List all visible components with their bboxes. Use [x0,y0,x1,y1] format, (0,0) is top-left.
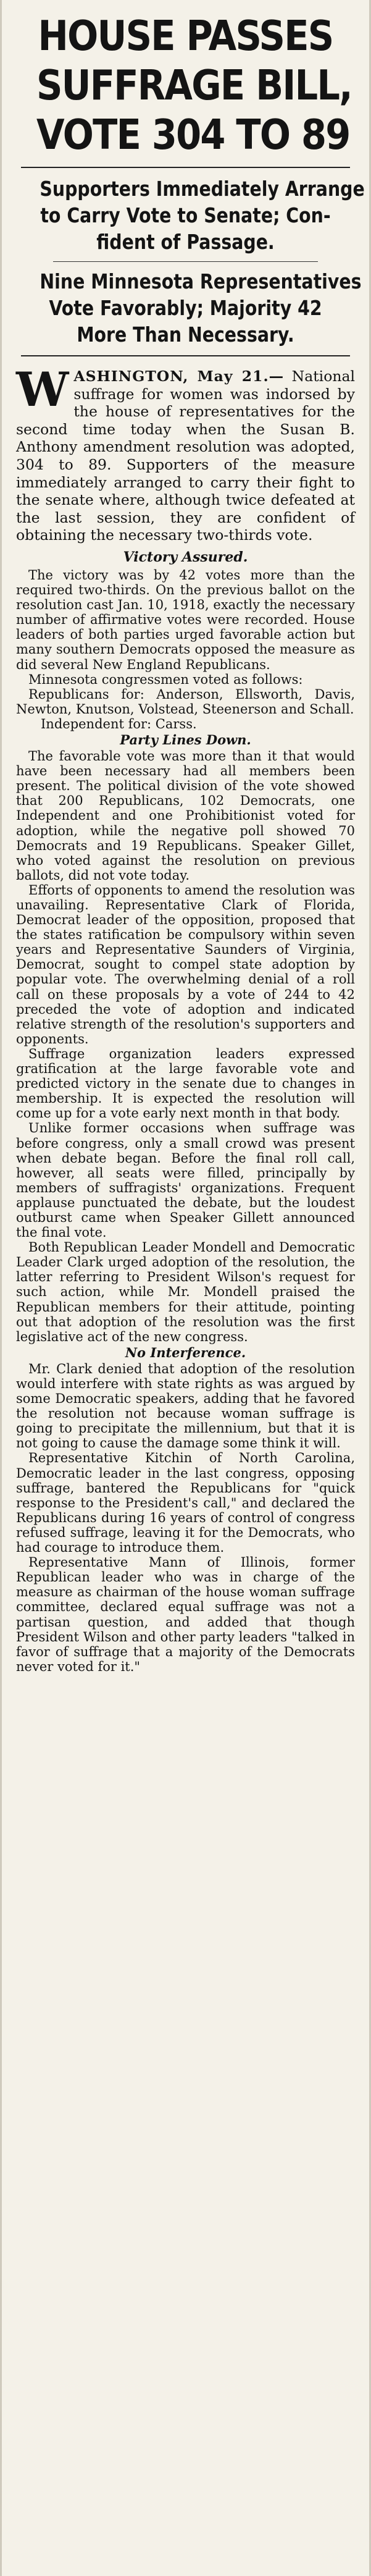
headline-line: SUFFRAGE BILL, [36,61,352,109]
paragraph: The favorable vote was more than it that would have been necessary had all members been present. The political division of the vote showed that 200 Republicans, 102 Democrats, one Independent and one Prohibitionist voted for adoption, while the negative poll showed 70 Democrats and 19 Republicans. Speaker Gillet, who voted against the resolution on previous ballots, did not vote today. [16,749,355,883]
subhead-interference: No Interference. [125,1344,246,1360]
headline-line: HOUSE PASSES [38,12,333,60]
divider [21,167,350,168]
subhead-victory: Victory Assured. [123,549,248,565]
lead-text: National suffrage for women was indorsed by the house of representatives for the second time today when the Susan B. Anthony amendment resolution was adopted, 304 to 89. Supporters of the measure immediately arranged to carry their fight to the senate where, although twice defeated at the last session, they are confident of obtaining the necessary two-thirds vote. [16,368,355,544]
lead-paragraph [16,362,355,544]
headline-line: VOTE 304 TO 89 [36,111,350,159]
paragraph: Minnesota congressmen voted as follows: [28,671,303,687]
deck-first [40,175,365,255]
dateline: ASHINGTON, May 21.— [73,368,285,385]
paragraph: Mr. Clark denied that adoption of the resolution would interfere with state rights as was argued by some Democratic speakers, adding that he favored the resolution not because woman suffrage is going to precipitate the millennium, but that it is not going to cause the damage some think it will. [16,1361,355,1451]
divider [53,261,318,262]
drop-cap: W [16,362,69,417]
deck-line: to Carry Vote to Senate; Con- [40,203,331,227]
deck-line: Nine Minnesota Representatives [40,269,362,293]
deck-line: More Than Necessary. [77,322,294,347]
deck-line: fident of Passage. [96,230,275,254]
deck-line: Vote Favorably; Majority 42 [49,296,322,320]
article-body [16,362,355,544]
subhead-party: Party Lines Down. [120,731,251,747]
article-continued [16,568,355,1674]
paragraph: The victory was by 42 votes more than the required two-thirds. On the previous ballot on the resolution cast Jan. 10, 1918, exactly the necessary number of affirmative votes were recorded. House leaders of both parties urged favorable action but many southern Democrats opposed the measure as did several New England Republicans. [16,567,355,672]
paragraph: Unlike former occasions when suffrage was before congress, only a small crowd was present when debate began. Before the final roll call, however, all seats were filled, principally by members of suffragists' organizations. Frequent applause punctuated the debate, but the loudest outburst came when Speaker Gillett announced the final vote. [16,1121,355,1240]
paragraph: Republicans for: Anderson, Ellsworth, Davis, Newton, Knutson, Volstead, Steenerson and Schall. [16,686,355,717]
paragraph: Representative Mann of Illinois, former Republican leader who was in charge of the measure as chairman of the house woman suffrage committee, declared equal suffrage was not a partisan question, and added that though President Wilson and other party leaders "talked in favor of suffrage that a majority of the Democrats never voted for it." [16,1555,355,1674]
paragraph: Independent for: Carss. [41,716,197,731]
deck-second [40,268,362,348]
headline [36,11,352,159]
deck-line: Supporters Immediately Arrange [40,177,365,201]
paragraph: Representative Kitchin of North Carolina, Democratic leader in the last congress, opposing suffrage, bantered the Republicans for "quick response to the President's call," and declared the Republicans during 16 years of control of congress refused suffrage, leaving it for the Democrats, who had courage to introduce them. [16,1450,355,1555]
divider [21,355,350,356]
paragraph: Suffrage organization leaders expressed gratification at the large favorable vote and predicted victory in the senate due to changes in membership. It is expected the resolution will come up for a vote early next month in that body. [16,1046,355,1121]
paragraph: Efforts of opponents to amend the resolution was unavailing. Representative Clark of Florida, Democrat leader of the opposition, proposed that the states ratification be compulsory within seven years and Representative Saunders of Virginia, Democrat, sought to compel state adoption by popular vote. The overwhelming denial of a roll call on these proposals by a vote of 244 to 42 preceded the vote of adoption and indicated relative strength of the resolution's supporters and opponents. [16,882,355,1046]
paragraph: Both Republican Leader Mondell and Democratic Leader Clark urged adoption of the resolution, the latter referring to President Wilson's request for such action, while Mr. Mondell praised the Republican members for their attitude, pointing out that adoption of the resolution was the first legislative act of the new congress. [16,1240,355,1344]
